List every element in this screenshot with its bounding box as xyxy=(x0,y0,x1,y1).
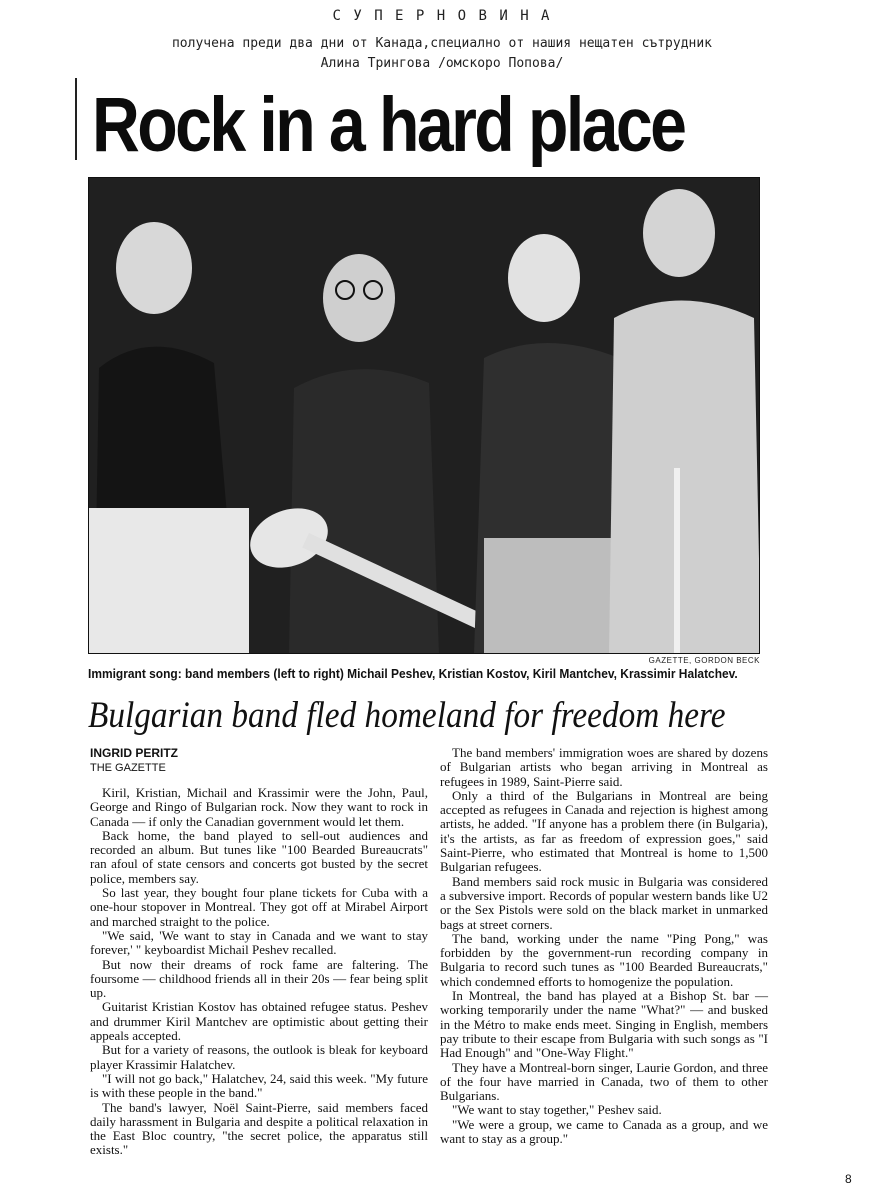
article-column-left xyxy=(90,786,428,1158)
article-column-right xyxy=(440,746,768,1146)
article-paragraph: But now their dreams of rock fame are faltering. The foursome — childhood friends all in their 20s — fear being split up. xyxy=(90,956,428,1001)
margin-rule xyxy=(75,78,77,160)
article-paragraph: They have a Montreal-born singer, Laurie Gordon, and three of the four have married in Canada, two of them to other Bulgarians. xyxy=(440,1059,768,1104)
article-paragraph: So last year, they bought four plane tickets for Cuba with a one-hour stopover in Montreal. They got off at Mirabel Airport and marched straight to the police. xyxy=(90,885,428,929)
article-paragraph: The band, working under the name "Ping Pong," was forbidden by the government-run recording company in Bulgaria to record such tunes as "100 Bearded Bureaucrats," which condemned efforts to homogenize the population. xyxy=(440,930,768,989)
band-photo-illustration xyxy=(89,178,760,654)
article-paragraph: Only a third of the Bulgarians in Montreal are being accepted as refugees in Canada and rejection is highest among artists, he added. "If anyone has a problem there (in Bulgaria), it's the artists, as far as freedom of expression goes," said Saint-Pierre, who estimated that Montreal is home to 1,500 Bulgarian refugees. xyxy=(440,787,768,875)
page-number: 8 xyxy=(845,1172,852,1186)
byline-author: INGRID PERITZ xyxy=(90,746,179,760)
photo-caption: Immigrant song: band members (left to right) Michail Peshev, Kristian Kostov, Kiril Mantchev, Krassimir Halatchev. xyxy=(88,666,738,681)
header-title: С У П Е Р Н О В И Н А xyxy=(332,8,552,24)
article-paragraph: Kiril, Kristian, Michail and Krassimir were the John, Paul, George and Ringo of Bulgarian rock. Now they want to rock in Canada — if only the Canadian government would let them. xyxy=(90,785,428,829)
article-paragraph: But for a variety of reasons, the outlook is bleak for keyboard player Krassimir Halatchev. xyxy=(90,1042,428,1072)
header-note-line-2: Алина Тринговa /омскоро Попова/ xyxy=(320,56,564,71)
article-paragraph: In Montreal, the band has played at a Bishop St. bar — working temporarily under the name "What?" — and busked in the Métro to make ends meet. Singing in English, members pay tribute to their escape from Bulgaria with such songs as "I Had Enough" and "One-Way Flight." xyxy=(440,988,768,1061)
article-paragraph: Band members said rock music in Bulgaria was considered a subversive import. Records of popular western bands like U2 or the Sex Pistols were sold on the black market in unmarked bags at street corners. xyxy=(440,873,768,932)
article-paragraph: "We were a group, we came to Canada as a group, and we want to stay as a group." xyxy=(440,1116,768,1147)
article-paragraph: Back home, the band played to sell-out audiences and recorded an album. But tunes like "100 Bearded Bureaucrats" ran afoul of state censors and concerts got busted by the secret police, members say. xyxy=(90,827,428,886)
article-paragraph: "I will not go back," Halatchev, 24, said this week. "My future is with these people in the band." xyxy=(90,1070,428,1101)
subheadline: Bulgarian band fled homeland for freedom here xyxy=(88,695,726,736)
band-photo xyxy=(88,177,760,654)
byline-outlet: THE GAZETTE xyxy=(90,762,166,774)
headline: Rock in a hard place xyxy=(92,82,685,168)
photo-credit: GAZETTE, GORDON BECK xyxy=(648,656,760,665)
article-paragraph: "We want to stay together," Peshev said. xyxy=(452,1102,662,1118)
article-paragraph: Guitarist Kristian Kostov has obtained refugee status. Peshev and drummer Kiril Mantchev are optimistic about getting their appeals accepted. xyxy=(90,999,428,1044)
article-paragraph: The band members' immigration woes are shared by dozens of Bulgarian artists who began arriving in Montreal as refugees in 1989, Saint-Pierre said. xyxy=(440,745,768,789)
header-note-line-1: получена преди два дни от Канада,специално от нашия нещатен сътрудник xyxy=(171,36,713,51)
article-paragraph: The band's lawyer, Noël Saint-Pierre, said members faced daily harassment in Bulgaria and despite a political relaxation in the East Bloc country, "the secret police, the apparatus still exists." xyxy=(90,1099,428,1158)
article-paragraph: "We said, 'We want to stay in Canada and we want to stay forever,' " keyboardist Michail Peshev recalled. xyxy=(90,927,428,958)
